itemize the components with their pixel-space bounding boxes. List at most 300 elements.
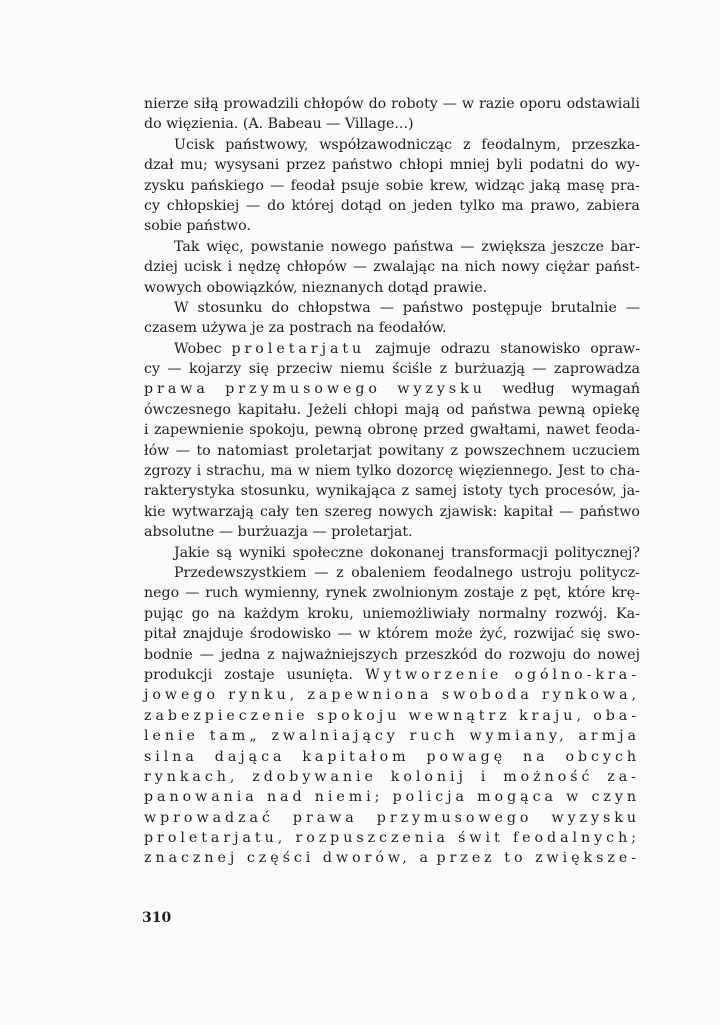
text-line [144,502,640,522]
word: niem [315,463,351,480]
text-line [144,685,640,705]
word: obcych [565,748,640,765]
word: silna [144,748,198,765]
word: szereg [324,503,373,520]
word: zjawisk: [439,503,498,520]
word: krę- [611,585,640,602]
text-line [144,747,640,767]
word: ściśle [392,361,433,378]
word: powagę [426,748,507,765]
word: od [446,401,465,418]
word: chłopskiej [166,197,240,214]
word: oba- [593,707,640,724]
word: — [218,524,233,541]
word: rozwijać [513,626,575,643]
word: państwo [402,299,464,316]
word: z [336,564,344,581]
word: — [460,238,475,255]
text-line [144,726,640,746]
text-line [144,400,640,420]
word: rozwój. [555,605,608,622]
word: kolonij [390,768,467,785]
text-line [144,298,640,318]
word: psuje [341,177,380,194]
word: rynkowa, [542,687,640,704]
word: odrazu [440,340,491,357]
word: przed [423,422,465,439]
word: zwalając [373,259,436,276]
word: zdobywanie [252,768,377,785]
word: jeszcze [552,238,604,255]
word: na [217,605,236,622]
word: zapewnienie [154,422,244,439]
word: czasem [144,320,198,337]
text-line [144,787,640,807]
word: pewną [538,401,586,418]
word: prawa [144,381,209,398]
word: przymusowego [225,381,381,398]
word: w [297,463,310,480]
word: prawo, [530,197,580,214]
word: widząc [474,177,525,194]
word: czyn [591,789,640,806]
word: ruch [409,728,459,745]
word: chłopi [399,157,443,174]
word: ruch [205,585,239,602]
word: zabiera [586,197,640,214]
word: — [337,626,352,643]
word: a [419,850,428,867]
word: cy [144,361,160,378]
word: pując [144,605,184,622]
word: rynek [325,585,367,602]
text-line [144,216,640,236]
word: znajduje [182,626,244,643]
word: — [246,197,261,214]
word: politycz- [579,564,640,581]
word: masę [566,177,605,194]
word: ma [270,463,293,480]
word: przeciw [276,361,333,378]
word: części [246,850,315,867]
word: się [580,626,601,643]
word: stanowisko [500,340,581,357]
word: usunięta. [286,666,353,683]
text-line [144,645,640,665]
word: rozpuszczenia [295,830,449,847]
word: kie [144,503,166,520]
word: politycznej? [554,544,640,561]
text-line [144,420,640,440]
word: — [625,299,640,316]
word: obaleniem [351,564,426,581]
word: na [522,748,549,765]
word: się [248,361,269,378]
word: wewnątrz [408,707,511,724]
word: podatni [529,157,584,174]
word: do [267,197,285,214]
word: swoboda [441,687,533,704]
word: proletarjat [295,442,372,459]
word: tam„ [209,728,261,745]
word: jaką [530,177,561,194]
word: swo- [607,626,640,643]
text-line [144,155,640,175]
word: zostaje [464,585,515,602]
word: Ka- [616,605,640,622]
word: Przedewszystkiem [174,564,307,581]
word: może [434,626,473,643]
word: zwiększe- [535,850,640,867]
word: chłopów [303,96,364,112]
word: wyzysku [397,381,486,398]
word: nich [464,259,496,276]
word: kojarzy [189,361,242,378]
word: obowiązków, [206,279,298,296]
word: — [442,96,457,112]
word: wyniki [238,544,286,561]
word: go [191,605,210,622]
word: ma [501,197,524,214]
word: kapitał [503,503,553,520]
word: nierze [144,96,189,112]
word: są [216,544,233,561]
word: Tak [174,238,200,255]
word: pęt, [533,585,562,602]
word: Babeau [267,116,322,133]
text-line [144,808,640,828]
word: pewną [314,422,362,439]
word: mniej [449,157,490,174]
word: lenie [144,728,199,745]
word: zysku [144,177,185,194]
word: brutalnie [551,299,617,316]
word: zwolnionym [372,585,459,602]
word: rynku, [228,687,299,704]
word: bar- [610,238,640,255]
word: tych [508,483,540,500]
word: — [326,116,341,133]
word: rakterystyka [144,483,235,500]
text-line [144,114,640,134]
word: dotąd [340,197,382,214]
word: proletarjat. [331,524,413,541]
word: rozwoju [508,646,566,663]
word: nieznanych [301,279,384,296]
word: roboty [391,96,438,112]
word: zostaje [224,666,275,683]
word: Jeżeli [307,401,347,418]
word: pańskiego [190,177,264,194]
word: prawie. [433,279,488,296]
word: razie [478,96,515,112]
word: na [441,259,459,276]
word: możność [503,768,594,785]
word: Village...) [344,116,414,133]
word: chłopów [286,259,347,276]
word: do [144,116,162,133]
word: ówczesnego [144,401,231,418]
word: absolutne [144,524,215,541]
word: stosunku, [240,483,310,500]
text-line [144,583,640,603]
word: tylko [459,197,495,214]
word: i [480,768,490,785]
word: współzawodnicząc [319,136,453,153]
word: wprowadzać [144,809,274,826]
word: dotąd [387,279,429,296]
word: rynkach, [144,768,239,785]
word: feodalnych; [512,830,640,847]
word: państwo [579,503,640,520]
word: i [196,463,202,480]
word: panowania [144,789,258,806]
word: ucisk [183,259,222,276]
word: z [439,361,448,378]
word: przez [286,157,326,174]
word: którem [376,626,429,643]
word: zapewniona [307,687,433,704]
word: państwa [393,238,454,255]
word: prawa [292,809,358,826]
word: dworów, [322,850,411,867]
word: sobie [144,218,182,235]
word: to [590,463,605,480]
word: istoty [462,483,503,500]
word: pra- [610,177,640,194]
word: przez [436,850,496,867]
word: postrach [289,320,353,337]
word: Jest [557,463,585,480]
word: najważniejszych [281,646,398,663]
word: wymienny, [244,585,320,602]
text-line [144,257,640,277]
word: policja [392,789,468,806]
word: ja- [622,483,640,500]
word: przeszkód [404,646,478,663]
word: — [185,585,200,602]
page-number: 310 [142,910,172,926]
word: — [175,442,190,459]
word: to [504,850,527,867]
word: je [251,320,265,337]
word: pitał [144,626,177,643]
word: kroku, [307,605,354,622]
word: jedna [220,646,261,663]
word: dokonanej [370,544,445,561]
word: dająca [214,748,286,765]
word: mu; [180,157,208,174]
text-line [144,176,640,196]
text-line [144,94,640,114]
word: proletarjatu, [144,830,287,847]
word: nowego [330,238,387,255]
word: z [463,136,471,153]
word: spokoju [316,707,401,724]
text-line [144,196,640,216]
word: Wytworzenie [365,666,503,683]
word: żyć, [479,626,508,643]
word: państwowy, [225,136,309,153]
word: (A. [242,116,264,133]
word: — [532,361,547,378]
word: wyzysku [551,809,640,826]
word: siłą [193,96,219,112]
word: feodalnym, [481,136,561,153]
word: nowych [378,503,434,520]
word: W [174,299,189,316]
word: — [314,564,329,581]
text-line [144,848,640,868]
word: tylko [355,463,392,480]
text-line [144,379,640,399]
word: postępuje [472,299,543,316]
word: zabezpieczenie [144,707,309,724]
word: do [590,157,609,174]
word: transformacji [451,544,548,561]
word: produkcji [144,666,213,683]
word: feoda- [595,422,640,439]
text-line [144,441,640,461]
word: odstawiali [566,96,640,112]
word: chłopi [353,401,398,418]
word: znacznej [144,850,239,867]
word: bodnie [144,646,193,663]
word: cały [260,503,290,520]
word: ogólno-kra- [514,666,640,683]
word: zwalniający [271,728,399,745]
word: niemu [340,361,385,378]
word: strachu, [206,463,266,480]
word: spokoju, [249,422,310,439]
word: z [401,483,410,500]
word: państwo [332,157,393,174]
word: uniemożliwiały [362,605,470,622]
text-line [144,563,640,583]
word: Wobec [174,340,222,357]
word: zajmuje [375,340,431,357]
word: świt [458,830,504,847]
word: wymiany, [469,728,568,745]
word: państwa [470,401,532,418]
text-line [144,278,640,298]
word: on [388,197,407,214]
word: prowadzili [223,96,299,112]
word: kraju, [519,707,585,724]
word: ten [295,503,319,520]
word: burżuazją [454,361,525,378]
word: stosunku [197,299,263,316]
word: nego [144,585,180,602]
word: feodał [290,177,335,194]
text-line [144,767,640,787]
word: używa [201,320,247,337]
word: opraw- [590,340,640,357]
word: nawet [546,422,590,439]
word: powitany [378,442,444,459]
word: każdym [243,605,300,622]
word: krew, [429,177,469,194]
word: armja [578,728,640,745]
word: do [484,646,503,663]
text-line [144,237,640,257]
text-line [144,604,640,624]
word: do [368,96,387,112]
word: to [196,442,211,459]
word: mogąca [477,789,557,806]
word: zaprowadza [553,361,640,378]
word: samej [414,483,457,500]
word: natomiast [217,442,289,459]
word: — [199,646,214,663]
word: w [461,96,475,112]
word: za [268,320,285,337]
body-text [144,94,640,869]
text-line [144,359,640,379]
word: zgrozy [144,463,192,480]
word: za- [607,768,640,785]
word: ciężar [545,259,590,276]
word: wowych [144,279,202,296]
word: zwiększa [481,238,546,255]
text-line [144,339,640,359]
word: burżuazja [237,524,308,541]
word: przeszka- [571,136,640,153]
word: więc, [206,238,244,255]
word: jeden [413,197,453,214]
word: w [358,626,371,643]
word: do [572,646,591,663]
text-line [144,828,640,848]
word: byli [496,157,523,174]
word: niemi; [314,789,384,806]
word: środowisko [249,626,332,643]
word: cha- [609,463,640,480]
word: przymusowego [376,809,533,826]
word: normalny [478,605,547,622]
word: jowego [144,687,219,704]
word: ustroju [520,564,572,581]
word: państ- [595,259,640,276]
word: dzał [144,157,174,174]
word: dozorcę [396,463,454,480]
word: społeczne [292,544,364,561]
word: chłopstwa [297,299,371,316]
word: według [502,381,555,398]
word: — [559,503,574,520]
word: powstanie [250,238,324,255]
word: proletarjatu [231,340,366,357]
word: w [566,789,583,806]
text-line [144,461,640,481]
word: — [352,259,368,276]
word: procesów, [544,483,617,500]
word: więziennego. [458,463,553,480]
word: sobie [385,177,424,194]
word: z [450,442,458,459]
word: dziej [144,259,178,276]
word: — [379,299,394,316]
word: cy [144,197,160,214]
word: kapitału. [237,401,301,418]
word: łów [144,442,170,459]
word: nowy [501,259,540,276]
word: feodalnego [433,564,513,581]
word: uczuciem [571,442,640,459]
text-line [144,481,640,501]
word: wynikająca [315,483,396,500]
word: — [270,177,285,194]
